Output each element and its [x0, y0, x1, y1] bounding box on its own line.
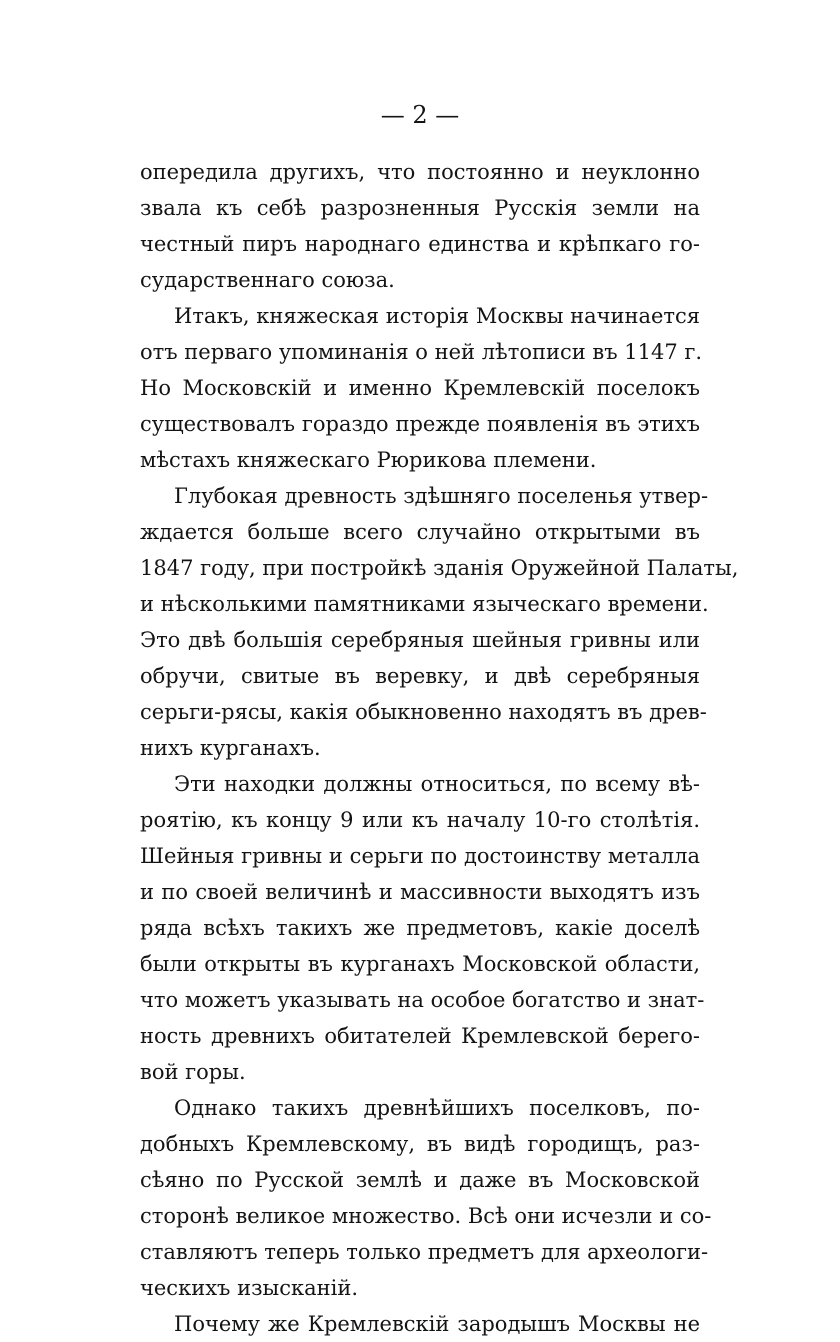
text-line: сторонѣ великое множество. Всѣ они исчезли и со- — [140, 1204, 712, 1228]
text-line: честный пиръ народнаго единства и крѣпкаго го- — [140, 232, 700, 256]
text-line: отъ перваго упоминанія о ней лѣтописи въ 1147 г. — [140, 340, 703, 364]
text-line: Но Московскій и именно Кремлевскій поселокъ — [140, 376, 700, 400]
page-number: — 2 — — [380, 101, 460, 129]
text-line: Глубокая древность здѣшняго поселенья утвер- — [174, 484, 709, 508]
text-line: Это двѣ большія серебряныя шейныя гривны или — [140, 628, 700, 652]
text-line: существовалъ гораздо прежде появленія въ этихъ — [140, 412, 700, 436]
paragraph — [140, 154, 700, 298]
text-line: ждается больше всего случайно открытыми въ — [140, 520, 700, 544]
text-line: ряда всѣхъ такихъ же предметовъ, какіе доселѣ — [140, 916, 700, 940]
text-line: добныхъ Кремлевскому, въ видѣ городищъ, раз- — [140, 1132, 700, 1156]
paragraph — [140, 1090, 712, 1306]
text-line: серьги-рясы, какія обыкновенно находятъ въ древ- — [140, 700, 707, 724]
text-line: что можетъ указывать на особое богатство и знат- — [140, 988, 705, 1012]
paragraph — [140, 766, 705, 1090]
text-line: вой горы. — [140, 1060, 246, 1084]
text-line: и по своей величинѣ и массивности выходятъ изъ — [140, 880, 700, 904]
paragraph — [140, 478, 739, 766]
text-line: были открыты въ курганахъ Московской области, — [140, 952, 700, 976]
text-line: сударственнаго союза. — [140, 268, 395, 292]
text-line: обручи, свитые въ веревку, и двѣ серебряныя — [140, 664, 700, 688]
text-line: опередила другихъ, что постоянно и неуклонно — [140, 160, 700, 184]
text-line: Почему же Кремлевскій зародышъ Москвы не — [174, 1312, 700, 1336]
text-line: Однако такихъ древнѣйшихъ поселковъ, по- — [174, 1096, 700, 1120]
text-line: ческихъ изысканій. — [140, 1276, 359, 1300]
text-line: Итакъ, княжеская исторія Москвы начинается — [174, 304, 701, 328]
paragraph — [140, 1306, 700, 1342]
text-line: Шейныя гривны и серьги по достоинству металла — [140, 844, 700, 868]
text-line: ставляютъ теперь только предметъ для археологи- — [140, 1240, 709, 1264]
text-line: нихъ курганахъ. — [140, 736, 321, 760]
text-line: сѣяно по Русской землѣ и даже въ Московской — [140, 1168, 700, 1192]
text-line: и нѣсколькими памятниками языческаго времени. — [140, 592, 709, 616]
text-line: звала къ себѣ разрозненныя Русскія земли на — [140, 196, 700, 220]
paragraph — [140, 298, 703, 478]
text-line: ность древнихъ обитателей Кремлевской берего- — [140, 1024, 700, 1048]
text-line: роятію, къ концу 9 или къ началу 10-го столѣтія. — [140, 808, 700, 832]
body-text — [140, 154, 739, 1342]
text-line: Эти находки должны относиться, по всему вѣ- — [174, 772, 700, 796]
text-line: 1847 году, при постройкѣ зданія Оружейной Палаты, — [140, 556, 739, 580]
text-line: мѣстахъ княжескаго Рюрикова племени. — [140, 448, 597, 472]
